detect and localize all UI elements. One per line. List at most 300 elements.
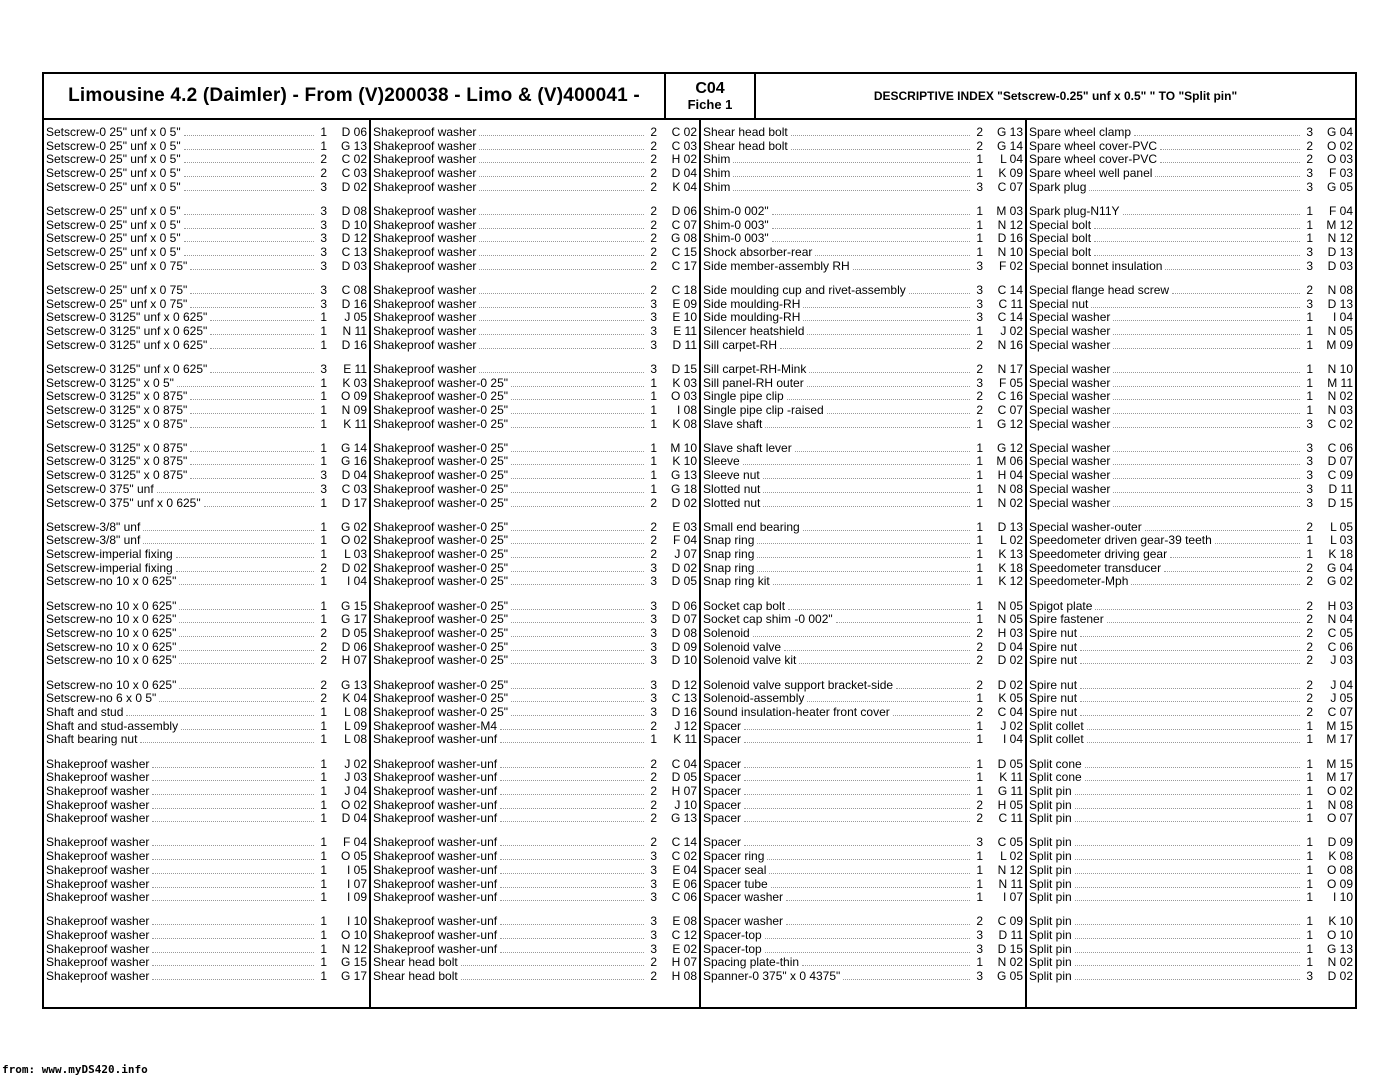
part-name: Setscrew-no 10 x 0 625" (46, 626, 177, 640)
part-name: Shakeproof washer (46, 941, 150, 956)
leader-dots (1094, 254, 1300, 256)
leader-dots (184, 175, 314, 177)
leader-dots (511, 662, 644, 664)
part-name: Setscrew-0 25" unf x 0 5" (46, 138, 181, 153)
index-row (1027, 654, 1355, 668)
index-group (1027, 915, 1355, 983)
leader-dots (179, 621, 314, 623)
index-row (1027, 390, 1355, 404)
fiche-no: 2 (650, 811, 657, 826)
leader-dots (1113, 371, 1300, 373)
part-name: Special washer (1029, 440, 1111, 455)
part-name: Solenoid-assembly (703, 691, 805, 706)
index-row (44, 140, 369, 154)
index-row (44, 575, 369, 589)
fiche-no: 3 (976, 296, 983, 311)
leader-dots (479, 333, 644, 335)
index-row (1027, 943, 1355, 957)
grid-reference: I 10 (1332, 890, 1353, 905)
leader-dots (181, 728, 314, 730)
leader-dots (1085, 779, 1300, 781)
part-name: Setscrew-0 375" unf (46, 481, 154, 496)
leader-dots (140, 741, 314, 743)
part-name: Setscrew-imperial fixing (46, 560, 173, 575)
index-row (701, 232, 1025, 246)
grid-reference: E 11 (673, 323, 697, 338)
index-row (1027, 799, 1355, 813)
fiche-no: 2 (650, 282, 657, 297)
part-name: Spacer (703, 811, 742, 826)
fiche-no: 2 (650, 969, 657, 984)
leader-dots (788, 608, 970, 610)
grid-reference: C 09 (997, 914, 1023, 929)
grid-reference: G 14 (996, 138, 1023, 153)
fiche-no: 2 (1306, 152, 1313, 167)
leader-dots (757, 542, 970, 544)
grid-reference: N 03 (1327, 402, 1353, 417)
part-name: Setscrew-0 25" unf x 0 5" (46, 125, 181, 139)
grid-reference: L 02 (1000, 533, 1023, 548)
part-name: Shakeproof washer-unf (373, 797, 498, 812)
leader-dots (479, 292, 644, 294)
part-name: Shim-0 003" (703, 231, 769, 246)
grid-reference: H 07 (671, 783, 697, 798)
grid-reference: D 05 (671, 574, 697, 589)
part-name: Setscrew-0 3125" x 0 875" (46, 402, 188, 417)
index-row (701, 363, 1025, 377)
leader-dots (1113, 426, 1300, 428)
index-group (701, 758, 1025, 826)
index-row (701, 679, 1025, 693)
leader-dots (1075, 964, 1300, 966)
index-column (1025, 120, 1355, 1007)
index-row (1027, 232, 1355, 246)
part-name: Setscrew-0 3125" unf x 0 625" (46, 323, 208, 338)
leader-dots (780, 347, 970, 349)
leader-dots (500, 779, 644, 781)
leader-dots (1089, 189, 1300, 191)
fiche-no: 1 (320, 941, 327, 956)
fiche-no: 1 (320, 862, 327, 877)
index-row (44, 878, 369, 892)
part-name: Shakeproof washer (373, 125, 477, 139)
leader-dots (184, 148, 314, 150)
index-row (701, 970, 1025, 984)
leader-dots (179, 662, 314, 664)
index-row (371, 785, 699, 799)
part-name: Setscrew-3/8" unf (46, 533, 141, 548)
fiche-no: 1 (320, 914, 327, 929)
leader-dots (1075, 951, 1300, 953)
fiche-no: 2 (650, 547, 657, 562)
part-name: Speedometer driven gear-39 teeth (1029, 533, 1212, 548)
fiche-no: 1 (1306, 323, 1313, 338)
part-name: Shakeproof washer (373, 152, 477, 167)
fiche-no: 1 (320, 955, 327, 970)
grid-reference: D 02 (341, 560, 367, 575)
leader-dots (176, 556, 314, 558)
leader-dots (511, 463, 644, 465)
leader-dots (1075, 899, 1300, 901)
part-name: Spacer washer (703, 914, 784, 929)
leader-dots (1113, 463, 1300, 465)
grid-reference: H 02 (671, 152, 697, 167)
fiche-no: 1 (976, 495, 983, 510)
part-name: Spacer tube (703, 876, 768, 891)
part-name: Spire nut (1029, 704, 1078, 719)
index-row (1027, 878, 1355, 892)
index-row (44, 943, 369, 957)
index-row (701, 929, 1025, 943)
fiche-no: 1 (976, 454, 983, 469)
part-name: Side member-assembly RH (703, 258, 850, 273)
fiche-no: 3 (650, 862, 657, 877)
leader-dots (791, 134, 970, 136)
grid-reference: N 02 (997, 955, 1023, 970)
fiche-no: 1 (976, 598, 983, 613)
leader-dots (184, 189, 314, 191)
part-name: Split pin (1029, 835, 1072, 850)
index-row (701, 850, 1025, 864)
grid-reference: L 05 (1330, 519, 1353, 534)
fiche-no: 2 (650, 245, 657, 259)
leader-dots (479, 240, 644, 242)
index-row (371, 864, 699, 878)
index-row (1027, 771, 1355, 785)
fiche-no: 2 (976, 337, 983, 352)
grid-reference: C 14 (997, 310, 1023, 325)
fiche-no: 2 (976, 704, 983, 719)
leader-dots (500, 741, 644, 743)
fiche-no: 3 (976, 928, 983, 943)
part-name: Slave shaft (703, 416, 763, 431)
fiche-no: 1 (650, 416, 657, 431)
index-row (44, 956, 369, 970)
leader-dots (795, 450, 970, 452)
grid-reference: D 06 (341, 639, 367, 654)
leader-dots (1123, 213, 1301, 215)
leader-dots (807, 385, 970, 387)
grid-reference: D 04 (341, 811, 367, 826)
index-group (371, 600, 699, 668)
fiche-no: 1 (320, 454, 327, 469)
index-row (701, 311, 1025, 325)
part-name: Special washer (1029, 416, 1111, 431)
grid-reference: G 15 (340, 955, 367, 970)
index-row (44, 126, 369, 140)
index-row (1027, 956, 1355, 970)
fiche-no: 3 (650, 361, 657, 376)
index-row (44, 521, 369, 535)
index-row (701, 575, 1025, 589)
part-name: Special flange head screw (1029, 282, 1170, 297)
grid-reference: D 04 (997, 639, 1023, 654)
grid-reference: G 05 (1326, 179, 1353, 194)
fiche-no: 2 (650, 797, 657, 812)
grid-reference: G 04 (1326, 125, 1353, 139)
grid-reference: J 04 (1330, 677, 1353, 692)
grid-reference: G 12 (996, 416, 1023, 431)
index-row (371, 799, 699, 813)
fiche-no: 3 (650, 310, 657, 325)
part-name: Shakeproof washer (373, 138, 477, 153)
index-row (371, 284, 699, 298)
leader-dots (843, 978, 970, 980)
index-group (1027, 126, 1355, 194)
fiche-no: 2 (650, 179, 657, 194)
part-name: Shakeproof washer-0 25" (373, 481, 509, 496)
leader-dots (152, 766, 314, 768)
index-row (44, 363, 369, 377)
fiche-no: 1 (976, 468, 983, 483)
grid-reference: K 03 (672, 375, 697, 390)
grid-reference: D 11 (1328, 481, 1353, 496)
leader-dots (773, 583, 970, 585)
fiche-no: 1 (320, 574, 327, 589)
grid-reference: O 09 (340, 389, 367, 404)
leader-dots (802, 964, 970, 966)
index-row (44, 812, 369, 826)
part-name: Setscrew-0 25" unf x 0 5" (46, 217, 181, 232)
index-row (701, 799, 1025, 813)
grid-reference: C 11 (998, 296, 1023, 311)
index-row (44, 613, 369, 627)
leader-dots (152, 978, 314, 980)
grid-reference: D 02 (671, 560, 697, 575)
part-name: Shakeproof washer-0 25" (373, 416, 509, 431)
part-name: Special washer (1029, 454, 1111, 469)
part-name: Spacer ring (703, 849, 765, 864)
index-group (371, 126, 699, 194)
leader-dots (1075, 858, 1300, 860)
leader-dots (1113, 412, 1300, 414)
leader-dots (809, 371, 970, 373)
fiche-no: 3 (650, 653, 657, 668)
index-row (44, 246, 369, 260)
fiche-no: 1 (1306, 217, 1313, 232)
leader-dots (1080, 649, 1300, 651)
part-name: Setscrew-0 25" unf x 0 75" (46, 282, 188, 297)
part-name: Spire nut (1029, 653, 1078, 668)
index-row (371, 878, 699, 892)
index-row (44, 679, 369, 693)
leader-dots (1113, 505, 1300, 507)
fiche-no: 1 (976, 732, 983, 747)
leader-dots (1172, 292, 1300, 294)
part-name: Special washer (1029, 310, 1111, 325)
leader-dots (143, 542, 314, 544)
index-group (701, 600, 1025, 668)
grid-reference: C 06 (1327, 639, 1353, 654)
part-name: Split pin (1029, 797, 1072, 812)
fiche-no: 1 (320, 138, 327, 153)
grid-reference: M 15 (1326, 756, 1353, 771)
index-row (1027, 600, 1355, 614)
index-row (1027, 891, 1355, 905)
index-row (1027, 641, 1355, 655)
grid-reference: N 08 (997, 481, 1023, 496)
part-name: Split pin (1029, 876, 1072, 891)
index-row (701, 641, 1025, 655)
grid-reference: O 10 (1326, 928, 1353, 943)
index-row (371, 970, 699, 984)
index-group (701, 205, 1025, 273)
grid-reference: E 02 (672, 941, 697, 956)
index-column (44, 120, 369, 1007)
fiche-no: 1 (650, 440, 657, 455)
index-row (44, 654, 369, 668)
leader-dots (744, 844, 970, 846)
fiche-no: 1 (320, 835, 327, 850)
fiche-no: 1 (976, 612, 983, 627)
fiche-no: 2 (320, 560, 327, 575)
grid-reference: N 12 (1327, 231, 1353, 246)
fiche-no: 2 (1306, 560, 1313, 575)
part-name: Shakeproof washer (46, 811, 150, 826)
leader-dots (500, 766, 644, 768)
grid-reference: I 04 (346, 574, 367, 589)
fiche-no: 3 (976, 969, 983, 984)
fiche-no: 2 (650, 770, 657, 785)
index-row (371, 915, 699, 929)
leader-dots (1075, 872, 1300, 874)
grid-reference: D 11 (672, 337, 697, 352)
fiche-no: 3 (1306, 296, 1313, 311)
fiche-no: 1 (320, 495, 327, 510)
index-row (701, 442, 1025, 456)
part-name: Snap ring (703, 560, 755, 575)
index-row (44, 548, 369, 562)
index-row (44, 627, 369, 641)
part-name: Split pin (1029, 955, 1072, 970)
leader-dots (896, 687, 970, 689)
part-name: Split pin (1029, 849, 1072, 864)
fiche-no: 2 (976, 125, 983, 139)
leader-dots (500, 844, 644, 846)
grid-reference: O 02 (1326, 783, 1353, 798)
part-name: Shakeproof washer (46, 862, 150, 877)
fiche-no: 3 (650, 914, 657, 929)
leader-dots (511, 556, 644, 558)
fiche-no: 3 (320, 282, 327, 297)
part-name: Shakeproof washer-0 25" (373, 454, 509, 469)
grid-reference: L 08 (344, 732, 367, 747)
part-name: Shakeproof washer (46, 928, 150, 943)
leader-dots (176, 570, 314, 572)
leader-dots (190, 450, 314, 452)
fiche-no: 2 (976, 639, 983, 654)
fiche-no: 3 (1306, 179, 1313, 194)
index-group (44, 915, 369, 983)
leader-dots (500, 923, 644, 925)
leader-dots (511, 529, 644, 531)
part-name: Setscrew-3/8" unf (46, 519, 141, 534)
grid-reference: K 10 (1328, 914, 1353, 929)
index-group (371, 679, 699, 747)
index-group (44, 679, 369, 747)
fiche-no: 1 (320, 519, 327, 534)
grid-reference: C 18 (671, 282, 697, 297)
index-row (701, 219, 1025, 233)
fiche-no: 3 (320, 231, 327, 246)
fiche-no: 1 (320, 402, 327, 417)
index-row (701, 339, 1025, 353)
grid-reference: K 13 (998, 547, 1023, 562)
leader-dots (787, 398, 970, 400)
index-row (701, 521, 1025, 535)
leader-dots (152, 886, 314, 888)
grid-reference: D 13 (997, 519, 1023, 534)
index-row (701, 627, 1025, 641)
fiche-no: 3 (650, 337, 657, 352)
part-name: Shakeproof washer-unf (373, 811, 498, 826)
index-row (44, 390, 369, 404)
index-row (44, 167, 369, 181)
grid-reference: O 03 (670, 389, 697, 404)
grid-reference: E 09 (672, 296, 697, 311)
grid-reference: K 08 (1328, 849, 1353, 864)
grid-reference: M 10 (670, 440, 697, 455)
part-name: Shakeproof washer-0 25" (373, 389, 509, 404)
fiche-no: 2 (650, 258, 657, 273)
index-row (1027, 733, 1355, 747)
leader-dots (765, 426, 970, 428)
part-name: Setscrew-0 3125" x 0 875" (46, 454, 188, 469)
fiche-no: 3 (1306, 166, 1313, 181)
leader-dots (152, 779, 314, 781)
leader-dots (772, 227, 970, 229)
fiche-no: 1 (320, 323, 327, 338)
leader-dots (1075, 923, 1300, 925)
fiche-no: 1 (976, 533, 983, 548)
leader-dots (1080, 700, 1300, 702)
part-name: Speedometer driving gear (1029, 547, 1168, 562)
grid-reference: J 02 (1000, 323, 1023, 338)
index-row (701, 891, 1025, 905)
grid-reference: F 05 (998, 375, 1023, 390)
fiche-no: 2 (320, 691, 327, 706)
grid-reference: H 05 (997, 797, 1023, 812)
index-row (371, 469, 699, 483)
index-group (371, 836, 699, 904)
part-name: Side moulding-RH (703, 296, 801, 311)
part-name: Shakeproof washer-unf (373, 732, 498, 747)
fiche-no: 1 (1306, 310, 1313, 325)
fiche-no: 1 (1306, 361, 1313, 376)
index-group (44, 836, 369, 904)
leader-dots (511, 608, 644, 610)
index-row (371, 654, 699, 668)
leader-dots (179, 649, 314, 651)
leader-dots (179, 583, 314, 585)
part-name: Spacer (703, 835, 742, 850)
fiche-no: 1 (976, 862, 983, 877)
grid-reference: C 07 (1327, 704, 1353, 719)
part-name: Solenoid (703, 626, 750, 640)
part-name: Spigot plate (1029, 598, 1093, 613)
fiche-no: 1 (1306, 389, 1313, 404)
part-name: Spacer seal (703, 862, 767, 877)
part-name: Shim (703, 152, 731, 167)
leader-dots (1134, 134, 1300, 136)
fiche-no: 1 (320, 612, 327, 627)
index-row (701, 600, 1025, 614)
part-name: Split pin (1029, 890, 1072, 905)
index-row (44, 483, 369, 497)
leader-dots (179, 608, 314, 610)
index-row (701, 418, 1025, 432)
leader-dots (479, 254, 644, 256)
